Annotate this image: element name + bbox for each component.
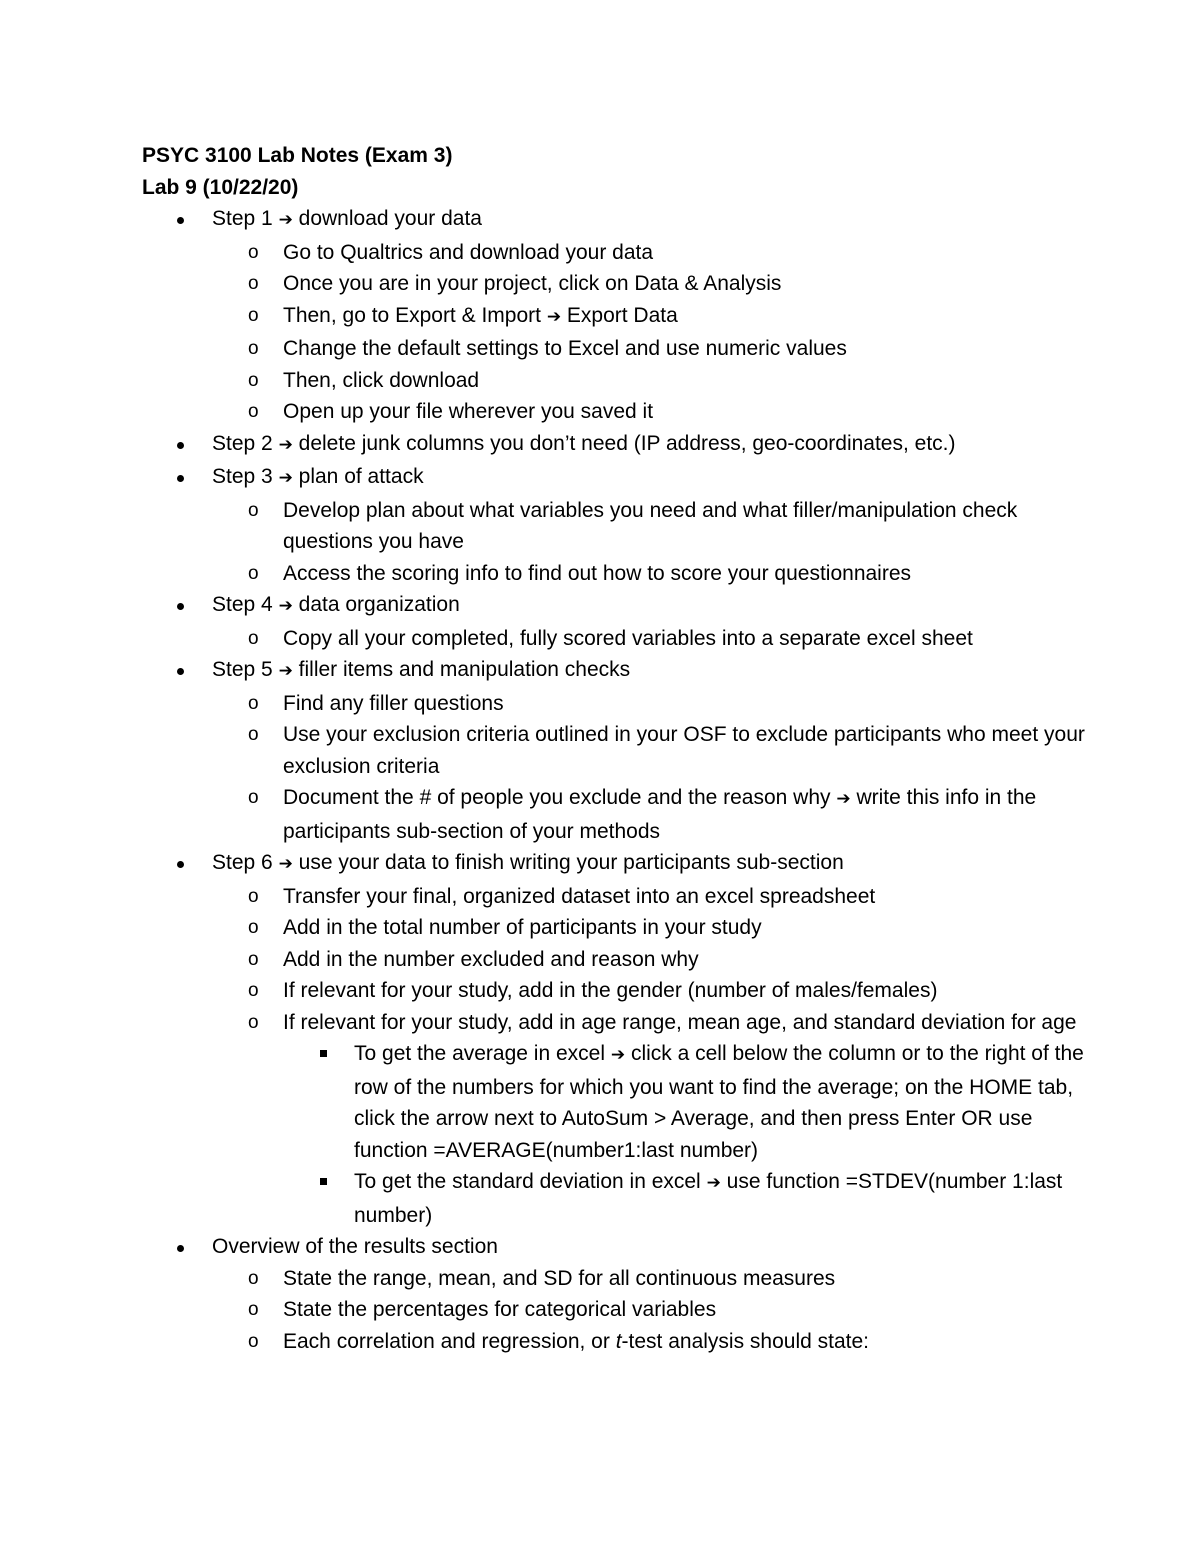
circle-bullet-icon: o [248, 1299, 259, 1320]
list-item-text: write this info in the participants sub-section of your methods [283, 786, 1037, 843]
list-item [142, 495, 1102, 558]
step-2-item [142, 428, 1102, 462]
list-item [142, 396, 1102, 428]
right-arrow-icon: ➔ [278, 596, 293, 616]
step-label: Step 6 [212, 851, 273, 874]
list-item [142, 333, 1102, 365]
overview-item [142, 1231, 1102, 1263]
list-item-text: Change the default settings to Excel and use numeric values [283, 337, 847, 360]
list-item [142, 1326, 1102, 1358]
circle-bullet-icon: o [248, 338, 259, 359]
list-item-text: Then, click download [283, 368, 480, 392]
list-item [142, 237, 1102, 269]
list-item-text: Once you are in your project, click on Data & Analysis [283, 272, 782, 295]
bullet-icon [177, 217, 184, 224]
square-bullet-icon [320, 1050, 327, 1057]
step-label: Step 1 [212, 207, 273, 230]
list-item [142, 688, 1102, 720]
square-bullet-icon [320, 1178, 327, 1185]
document-title: PSYC 3100 Lab Notes (Exam 3) [142, 144, 453, 167]
steps-list [142, 203, 1102, 1357]
list-item [142, 944, 1102, 976]
list-item [142, 1007, 1102, 1039]
step-label: Step 2 [212, 431, 273, 455]
circle-bullet-icon: o [248, 692, 259, 714]
circle-bullet-icon: o [248, 948, 259, 970]
right-arrow-icon: ➔ [278, 468, 293, 488]
list-item-text: Document the # of people you exclude and the reason why [283, 786, 831, 809]
step-6-item [142, 847, 1102, 881]
list-item-text: If relevant for your study, add in age range, mean age, and standard deviation for age [283, 1010, 1077, 1034]
circle-bullet-icon: o [248, 1330, 259, 1352]
step-4-item [142, 589, 1102, 623]
step-description: delete junk columns you don’t need (IP address, geo-coordinates, etc.) [298, 431, 956, 455]
list-item-text: Open up your file wherever you saved it [283, 400, 654, 423]
list-item-text: -test analysis should state: [621, 1329, 869, 1353]
list-item-text: Copy all your completed, fully scored variables into a separate excel sheet [283, 626, 973, 650]
circle-bullet-icon: o [248, 273, 259, 294]
list-item-text: Access the scoring info to find out how to score your questionnaires [283, 561, 912, 585]
bullet-icon [177, 1245, 184, 1252]
circle-bullet-icon: o [248, 627, 259, 649]
right-arrow-icon: ➔ [278, 210, 293, 230]
list-item-text: Develop plan about what variables you need and what filler/manipulation check questions you have [283, 498, 1018, 553]
circle-bullet-icon: o [248, 369, 259, 391]
list-item-text: Find any filler questions [283, 691, 504, 715]
italic-t: t [615, 1329, 622, 1353]
list-item [142, 881, 1102, 913]
step-3-item [142, 461, 1102, 495]
step-description: plan of attack [298, 465, 424, 488]
list-item-text: State the range, mean, and SD for all continuous measures [283, 1266, 836, 1290]
step-description: Overview of the results section [212, 1235, 498, 1258]
right-arrow-icon: ➔ [278, 661, 293, 681]
list-item-text: Each correlation and regression, or [283, 1329, 616, 1353]
list-item-text: Use your exclusion criteria outlined in your OSF to exclude participants who meet your exclusion criteria [283, 723, 1085, 778]
bullet-icon [177, 668, 184, 675]
right-arrow-icon: ➔ [836, 789, 851, 809]
list-item [142, 782, 1102, 847]
step-description: data organization [298, 593, 460, 616]
circle-bullet-icon: o [248, 787, 259, 808]
right-arrow-icon: ➔ [546, 306, 562, 327]
circle-bullet-icon: o [248, 917, 259, 938]
circle-bullet-icon: o [248, 980, 259, 1001]
sub-list-item-label: To get the average in excel [354, 1042, 605, 1065]
document-body [142, 140, 1102, 1357]
circle-bullet-icon: o [248, 562, 259, 584]
list-item [142, 365, 1102, 397]
circle-bullet-icon: o [248, 1011, 259, 1033]
list-item-text: State the percentages for categorical variables [283, 1298, 717, 1321]
list-item [142, 719, 1102, 782]
circle-bullet-icon: o [248, 885, 259, 907]
list-item [142, 1263, 1102, 1295]
sub-list-item-text: click a cell below the column or to the right of the row of the numbers for which you want to find the average; on the HOME tab, click the arrow next to AutoSum > Average, and then press Enter OR use function =AVERAGE(number1:last number) [354, 1042, 1084, 1162]
step-1-item [142, 203, 1102, 237]
step-label: Step 5 [212, 658, 273, 681]
sub-list-item-text: use function =STDEV(number 1:last number) [354, 1170, 1063, 1227]
circle-bullet-icon: o [248, 241, 259, 263]
bullet-icon [177, 603, 184, 610]
list-item-text: Then, go to Export & Import [283, 303, 541, 327]
sub-list-item [142, 1038, 1102, 1166]
circle-bullet-icon: o [248, 304, 259, 326]
list-item-text: Export Data [566, 303, 678, 327]
lab-heading: Lab 9 (10/22/20) [142, 175, 299, 199]
list-item-text: Add in the number excluded and reason why [283, 947, 699, 971]
bullet-icon [177, 442, 184, 449]
right-arrow-icon: ➔ [610, 1045, 626, 1065]
list-item [142, 912, 1102, 944]
circle-bullet-icon: o [248, 1267, 259, 1289]
circle-bullet-icon: o [248, 724, 259, 745]
list-item-text: Go to Qualtrics and download your data [283, 240, 654, 264]
sub-list-item-label: To get the standard deviation in excel [354, 1170, 701, 1193]
bullet-icon [177, 475, 184, 482]
list-item-text: Add in the total number of participants in your study [283, 916, 762, 939]
step-description: download your data [298, 207, 482, 230]
right-arrow-icon: ➔ [278, 434, 293, 455]
sub-list-item [142, 1166, 1102, 1231]
list-item [142, 300, 1102, 334]
list-item [142, 268, 1102, 300]
step-label: Step 3 [212, 465, 273, 488]
circle-bullet-icon: o [248, 499, 259, 521]
step-5-item [142, 654, 1102, 688]
list-item [142, 558, 1102, 590]
step-label: Step 4 [212, 593, 273, 616]
step-description: filler items and manipulation checks [298, 658, 631, 681]
list-item [142, 623, 1102, 655]
right-arrow-icon: ➔ [706, 1173, 721, 1193]
step-description: use your data to finish writing your participants sub-section [298, 851, 844, 874]
right-arrow-icon: ➔ [278, 854, 293, 874]
list-item [142, 975, 1102, 1007]
bullet-icon [177, 861, 184, 868]
circle-bullet-icon: o [248, 401, 259, 422]
list-item-text: Transfer your final, organized dataset into an excel spreadsheet [283, 884, 876, 908]
list-item-text: If relevant for your study, add in the gender (number of males/females) [283, 979, 938, 1002]
list-item [142, 1294, 1102, 1326]
